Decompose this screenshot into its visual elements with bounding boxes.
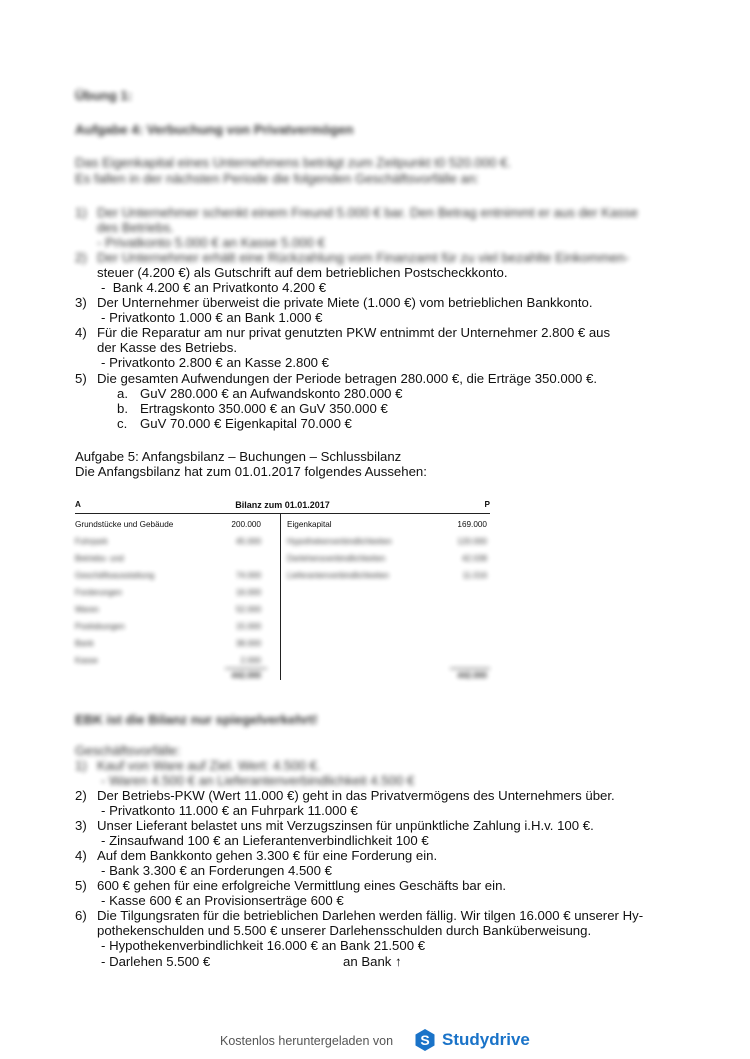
row-label: Kasse <box>75 656 98 665</box>
task4-item-1-booking <box>97 235 325 250</box>
intro-line-2: Es fallen in der nächsten Periode die folgenden Geschäftsvorfälle an: <box>75 171 479 186</box>
row-label: Postisbungen <box>75 622 125 631</box>
aktiva-row <box>75 588 275 600</box>
passiva-row <box>287 537 487 549</box>
row-label: Waren <box>75 605 99 614</box>
exercise-heading: Übung 1: <box>75 88 133 103</box>
task4-item-2 <box>75 250 629 265</box>
booking-text: Bank 4.200 € an Privatkonto 4.200 € <box>112 280 327 295</box>
row-label: Darlehensverbindlichkeiten <box>287 554 386 563</box>
task4-item-3 <box>75 295 593 310</box>
item-text: Kauf von Ware auf Ziel. Wert: 4.500 €. <box>97 758 321 773</box>
row-label: Fuhrpark <box>75 537 108 546</box>
aktiva-sum-line <box>225 668 267 669</box>
dash: - <box>101 954 110 969</box>
row-value: 200.000 <box>231 520 261 529</box>
item-text: Die Tilgungsraten für die betrieblichen Darlehen werden fällig. Wir tilgen 16.000 € unserer Hy- <box>97 908 644 923</box>
studydrive-brand: Studydrive <box>442 1030 530 1049</box>
task4-title: Aufgabe 4: Verbuchung von Privatvermögen <box>75 122 354 137</box>
section3-item-6-booking-2b: an Bank ↑ <box>343 954 402 969</box>
row-value: 11.016 <box>462 571 487 580</box>
section3-item-6 <box>75 908 643 923</box>
transactions-label: Geschäftsvorfälle: <box>75 743 181 758</box>
task4-item-2-booking <box>101 280 326 295</box>
booking-text: GuV 70.000 € Eigenkapital 70.000 € <box>140 416 352 431</box>
booking-text: Kasse 600 € an Provisionserträge 600 € <box>109 893 344 908</box>
aktiva-row <box>75 656 275 668</box>
row-label: Forderungen <box>75 588 122 597</box>
booking-text: GuV 280.000 € an Aufwandskonto 280.000 € <box>140 386 403 401</box>
row-value: 45.000 <box>235 537 261 546</box>
task4-item-1-cont: des Betriebs. <box>97 220 174 235</box>
task4-item-2-cont: steuer (4.200 €) als Gutschrift auf dem betrieblichen Postscheckkonto. <box>97 265 508 280</box>
task4-item-4-cont: der Kasse des Betriebs. <box>97 340 238 355</box>
task5-subtitle: Die Anfangsbilanz hat zum 01.01.2017 folgendes Aussehen: <box>75 464 427 479</box>
item-number: 2) <box>75 788 87 803</box>
booking-text: Ertragskonto 350.000 € an GuV 350.000 € <box>140 401 388 416</box>
dash: - <box>97 235 106 250</box>
item-text: Der Unternehmer überweist die private Miete (1.000 €) vom betrieblichen Bankkonto. <box>97 295 593 310</box>
item-number: 2) <box>75 250 87 265</box>
task4-item-4-booking <box>101 355 329 370</box>
balance-sheet <box>75 500 490 685</box>
booking-text: Darlehen 5.500 € <box>109 954 211 969</box>
passiva-row <box>287 554 487 566</box>
item-number: 4) <box>75 848 87 863</box>
sub-label: a. <box>117 386 128 401</box>
section3-item-1 <box>75 758 321 773</box>
task4-item-5a <box>117 386 403 401</box>
booking-text: Hypothekenverbindlichkeit 16.000 € an Bank 21.500 € <box>109 938 426 953</box>
passiva-row <box>287 571 487 583</box>
header-divider <box>75 513 490 514</box>
task4-item-5b <box>117 401 388 416</box>
section3-item-5 <box>75 878 506 893</box>
logo-letter: S <box>420 1032 430 1048</box>
row-label: Geschäftsausstattung <box>75 571 155 580</box>
item-text: Die gesamten Aufwendungen der Periode betragen 280.000 €, die Erträge 350.000 €. <box>97 371 598 386</box>
aktiva-row <box>75 554 275 566</box>
dash: - <box>101 833 110 848</box>
passiva-marker: P <box>484 500 490 509</box>
section3-item-4-booking <box>101 863 332 878</box>
aktiva-row <box>75 537 275 549</box>
item-number: 5) <box>75 371 87 386</box>
aktiva-row <box>75 605 275 617</box>
passiva-sum-row <box>287 671 487 683</box>
item-number: 3) <box>75 818 87 833</box>
aktiva-row <box>75 622 275 634</box>
section3-item-6-booking-1 <box>101 938 425 953</box>
section3-item-2-booking <box>101 803 358 818</box>
dash: - <box>101 863 110 878</box>
task4-item-5 <box>75 371 597 386</box>
dash: - <box>101 893 110 908</box>
download-footer[interactable] <box>220 1028 540 1054</box>
section3-item-5-booking <box>101 893 344 908</box>
row-value: 38.000 <box>235 639 261 648</box>
item-number: 6) <box>75 908 87 923</box>
dash: - <box>101 773 110 788</box>
section3-item-6-cont: pothekenschulden und 5.500 € unserer Darlehensschulden durch Banküberweisung. <box>97 923 592 938</box>
row-value: 52.000 <box>235 605 261 614</box>
item-number: 4) <box>75 325 87 340</box>
task5-title: Aufgabe 5: Anfangsbilanz – Buchungen – Schlussbilanz <box>75 449 402 464</box>
booking-text: Zinsaufwand 100 € an Lieferantenverbindlichkeit 100 € <box>109 833 429 848</box>
booking-text: Privatkonto 2.800 € an Kasse 2.800 € <box>109 355 330 370</box>
item-text: 600 € gehen für eine erfolgreiche Vermittlung eines Geschäfts bar ein. <box>97 878 507 893</box>
intro-line-1: Das Eigenkapital eines Unternehmens beträgt zum Zeitpunkt t0 520.000 €. <box>75 155 512 170</box>
section3-item-6-booking-2 <box>101 954 210 969</box>
dash: - <box>101 803 110 818</box>
row-value: 16.000 <box>235 588 261 597</box>
item-text: Auf dem Bankkonto gehen 3.300 € für eine Forderung ein. <box>97 848 438 863</box>
item-text: Der Unternehmer schenkt einem Freund 5.000 € bar. Den Betrag entnimmt er aus der Kasse <box>97 205 638 220</box>
booking-text: Waren 4.500 € an Lieferantenverbindlichkeit 4.500 € <box>109 773 415 788</box>
row-label: Eigenkapital <box>287 520 332 529</box>
section3-item-1-booking <box>101 773 414 788</box>
studydrive-logo-icon <box>413 1028 437 1052</box>
section3-title: EBK ist die Bilanz nur spiegelverkehrt! <box>75 712 318 727</box>
aktiva-sum-row <box>75 671 275 683</box>
item-number: 3) <box>75 295 87 310</box>
booking-text: Bank 3.300 € an Forderungen 4.500 € <box>109 863 332 878</box>
row-label: Betriebs- und <box>75 554 124 563</box>
item-number: 5) <box>75 878 87 893</box>
row-label: Hypothekenverbindlichkeiten <box>287 537 392 546</box>
item-number: 1) <box>75 758 87 773</box>
task4-item-4 <box>75 325 610 340</box>
footer-text: Kostenlos heruntergeladen von <box>220 1034 394 1048</box>
item-number: 1) <box>75 205 87 220</box>
task4-item-5c <box>117 416 352 431</box>
passiva-sum-line <box>450 668 490 669</box>
task4-item-3-booking <box>101 310 322 325</box>
row-value: 42.038 <box>461 554 487 563</box>
row-value: 169.000 <box>457 520 487 529</box>
aktiva-row <box>75 520 275 532</box>
aktiva-marker: A <box>75 500 81 509</box>
booking-text: Privatkonto 11.000 € an Fuhrpark 11.000 € <box>109 803 358 818</box>
row-value: 15.000 <box>235 622 261 631</box>
dash: - <box>101 938 110 953</box>
booking-text: Privatkonto 1.000 € an Bank 1.000 € <box>109 310 323 325</box>
dash: - <box>101 355 110 370</box>
section3-item-2 <box>75 788 615 803</box>
item-text: Unser Lieferant belastet uns mit Verzugszinsen für unpünktliche Zahlung i.H.v. 100 €. <box>97 818 594 833</box>
item-text: Für die Reparatur am nur privat genutzten PKW entnimmt der Unternehmer 2.800 € aus <box>97 325 611 340</box>
row-value: 74.000 <box>235 571 261 580</box>
center-divider <box>280 514 281 680</box>
task4-item-1 <box>75 205 638 220</box>
section3-item-3-booking <box>101 833 429 848</box>
balance-sheet-title: Bilanz zum 01.01.2017 <box>235 500 330 510</box>
row-value: 2.000 <box>240 656 261 665</box>
passiva-sum: 442.000 <box>457 671 487 680</box>
passiva-row <box>287 520 487 532</box>
section3-item-4 <box>75 848 437 863</box>
section3-item-3 <box>75 818 594 833</box>
sub-label: b. <box>117 401 128 416</box>
sub-label: c. <box>117 416 128 431</box>
row-label: Grundstücke und Gebäude <box>75 520 174 529</box>
row-label: Lieferantenverbindlichkeiten <box>287 571 389 580</box>
row-value: 120.000 <box>457 537 487 546</box>
dash: - <box>101 280 113 295</box>
booking-text: Privatkonto 5.000 € an Kasse 5.000 € <box>105 235 326 250</box>
item-text: Der Betriebs-PKW (Wert 11.000 €) geht in das Privatvermögens des Unternehmers über. <box>97 788 615 803</box>
row-label: Bank <box>75 639 94 648</box>
dash: - <box>101 310 110 325</box>
aktiva-row <box>75 571 275 583</box>
aktiva-row <box>75 639 275 651</box>
aktiva-sum: 442.000 <box>231 671 261 680</box>
item-text: Der Unternehmer erhält eine Rückzahlung vom Finanzamt für zu viel bezahlte Einkommen- <box>97 250 630 265</box>
